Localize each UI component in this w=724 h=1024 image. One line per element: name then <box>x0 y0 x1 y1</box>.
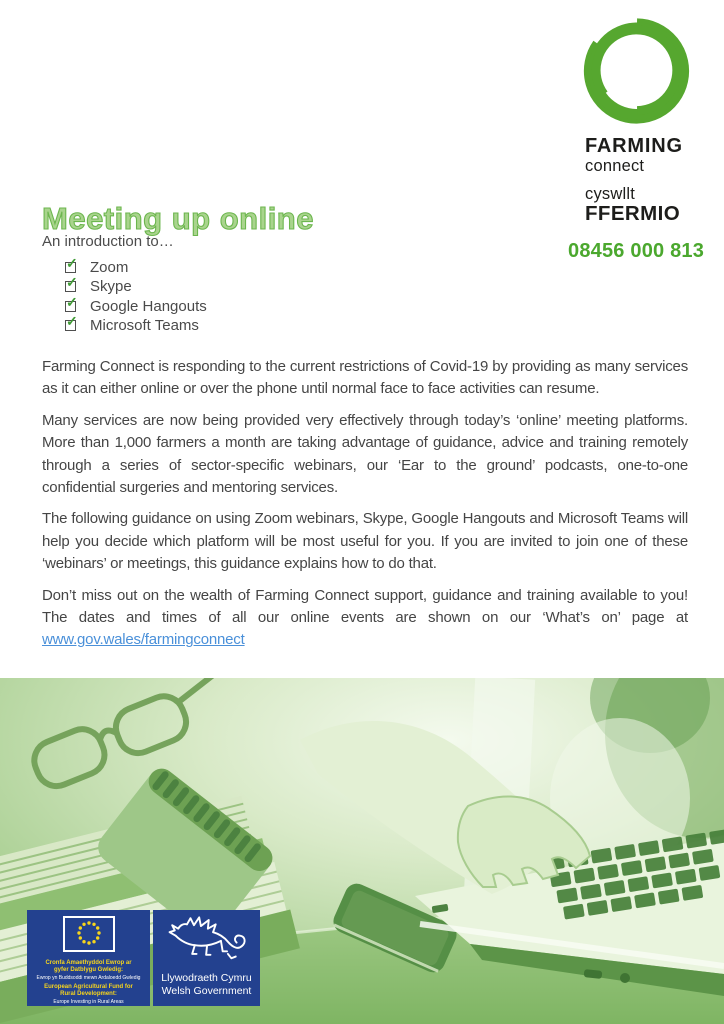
welsh-government-logo <box>153 910 260 1006</box>
eu-text-cy-line1: Cronfa Amaethyddol Ewrop ar <box>45 960 132 966</box>
brand-wordmark <box>585 136 722 224</box>
brand-block <box>568 12 722 262</box>
checkbox-checked-icon: ✓ <box>66 312 78 329</box>
list-item-microsoft-teams <box>65 312 207 334</box>
phone-number: 08456 000 813 <box>568 240 705 262</box>
eu-text-en-line2: Rural Development: <box>60 991 117 997</box>
welsh-gov-label-cy: Llywodraeth Cymru <box>161 972 252 984</box>
welsh-gov-label-en: Welsh Government <box>161 984 252 997</box>
platform-list <box>65 255 207 337</box>
eu-text-cy-line2: gyfer Datblygu Gwledig: <box>53 967 123 973</box>
list-item-label: Zoom <box>90 259 129 276</box>
paragraph-3: The following guidance on using Zoom webinars, Skype, Google Hangouts and Microsoft Teams will help you decide which platform will be most useful for you. If you are invited to join one of these ‘webinars’ or meetings, this guidance explains how to do that. <box>42 510 688 573</box>
page-title: Meeting up online <box>42 200 314 236</box>
footer-logos <box>27 910 260 1006</box>
paragraph-4-text: Don’t miss out on the wealth of Farming Connect support, guidance and training available to you! The dates and times of all our online events are shown on our ‘What’s on’ page at <box>42 586 688 627</box>
welsh-dragon-icon <box>163 913 251 967</box>
brand-name-en-line2: connect <box>585 157 645 175</box>
checkbox-checked-icon: ✓ <box>66 255 78 271</box>
list-item-label: Microsoft Teams <box>90 316 199 334</box>
eu-text-cy-sub: Ewrop yn Buddsoddi mewn Ardaloedd Gwledig <box>36 975 141 981</box>
farming-connect-swirl-icon <box>578 12 696 130</box>
list-item-google-hangouts <box>65 293 207 315</box>
brand-name-en-line1: FARMING <box>585 135 683 157</box>
brand-name-cy-line2: FFERMIO <box>585 202 681 225</box>
intro-text: An introduction to… <box>42 233 174 250</box>
list-item-zoom <box>65 255 207 276</box>
paragraph-4 <box>42 585 688 652</box>
brand-name-cy-line1: cyswllt <box>585 185 635 203</box>
paragraph-2: Many services are now being provided very effectively through today’s ‘online’ meeting platforms. More than 1,000 farmers a month are taking advantage of guidance, advice and training remotely through a series of sector-specific webinars, our ‘Ear to the ground’ podcasts, one-to-one confidential surgeries and mentoring services. <box>42 411 688 497</box>
eu-flag-icon <box>63 916 115 952</box>
farmingconnect-link[interactable]: www.gov.wales/farmingconnect <box>42 631 245 649</box>
checkbox-checked-icon: ✓ <box>66 293 78 310</box>
list-item-label: Skype <box>90 278 132 296</box>
eu-rural-development-logo <box>27 910 150 1006</box>
checkbox-checked-icon: ✓ <box>66 274 78 291</box>
list-item-skype <box>65 274 207 296</box>
eu-text-en-line1: European Agricultural Fund for <box>44 984 133 990</box>
body-copy <box>42 356 688 661</box>
paragraph-1: Farming Connect is responding to the current restrictions of Covid-19 by providing as many services as it can either online or over the phone until normal face to face activities can resume. <box>42 358 688 398</box>
list-item-label: Google Hangouts <box>90 297 207 315</box>
eu-text-en-sub: Europe Investing in Rural Areas <box>53 999 124 1005</box>
